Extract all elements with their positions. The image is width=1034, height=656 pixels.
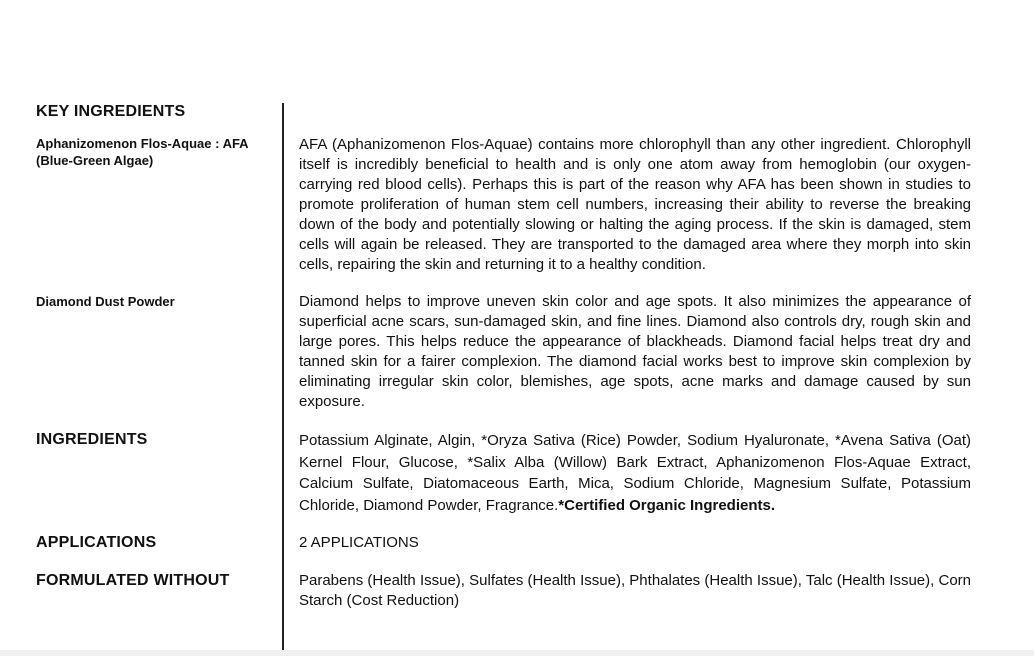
key-ingredients-heading: KEY INGREDIENTS [36,103,186,120]
formulated-without-heading: FORMULATED WITHOUT [36,572,230,589]
ingredients-text: Potassium Alginate, Algin, *Oryza Sativa (Rice) Powder, Sodium Hyaluronate, *Avena Sativa (Oat) Kernel Flour, Glucose, *Salix Alba (Willow) Bark Extract, Aphanizomenon Flos-Aquae Extract, Calcium Sulfate, Diatomaceous Earth, Mica, Sodium Chloride, Magnesium Sulfate, Potassium Chloride, Diamond Powder, Fragrance. [299,432,971,514]
key-ingredient-description-afa: AFA (Aphanizomenon Flos-Aquae) contains more chlorophyll than any other ingredient. Chlorophyll itself is incredibly beneficial to health and is only one atom away from hemoglobin (our oxygen-carrying red blood cells). Perhaps this is part of the reason why AFA has been shown in studies to promote proliferation of human stem cell numbers, increasing their ability to reverse the breaking down of the body and potentially slowing or halting the aging process. If the skin is damaged, stem cells will again be released. They are transported to the damaged area where they morph into skin cells, repairing the skin and returning it to a healthy condition. [299,136,971,273]
ingredients-list [299,430,971,516]
applications-heading: APPLICATIONS [36,534,157,551]
key-ingredient-name-diamond: Diamond Dust Powder [36,294,175,309]
key-ingredient-name-afa: Aphanizomenon Flos-Aquae : AFA (Blue-Green Algae) [36,136,249,168]
formulated-without-value: Parabens (Health Issue), Sulfates (Health Issue), Phthalates (Health Issue), Talc (Health Issue), Corn Starch (Cost Reduction) [299,572,971,609]
column-divider [282,103,284,656]
ingredients-heading: INGREDIENTS [36,431,148,448]
bottom-edge [0,650,1034,656]
organic-note: *Certified Organic Ingredients. [558,496,776,514]
key-ingredient-description-diamond: Diamond helps to improve uneven skin color and age spots. It also minimizes the appearance of superficial acne scars, sun-damaged skin, and fine lines. Diamond also controls dry, rough skin and large pores. This helps reduce the appearance of blackheads. Diamond facial helps treat dry and tanned skin for a fairer complexion. The diamond facial works best to improve skin complexion by eliminating irregular skin color, blemishes, age spots, acne marks and damage caused by sun exposure. [299,293,971,410]
applications-value: 2 APPLICATIONS [299,534,419,551]
